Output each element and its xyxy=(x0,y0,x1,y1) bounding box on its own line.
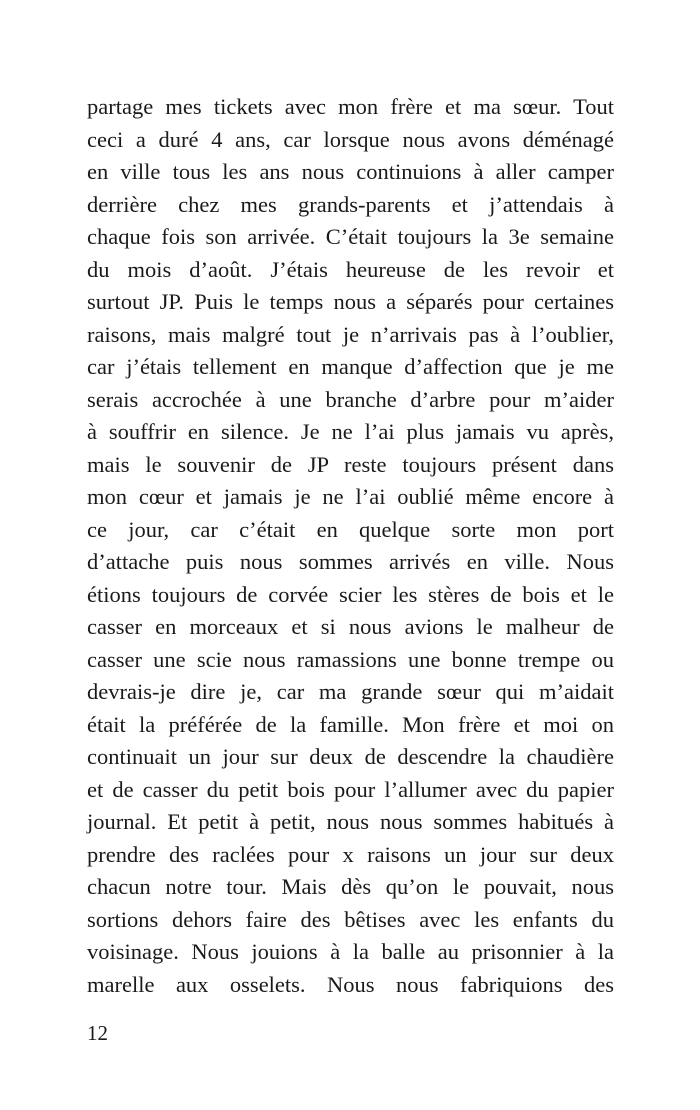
body-text xyxy=(87,91,614,1001)
text-line: surtout JP. Puis le temps nous a séparés pour certaines xyxy=(87,289,614,314)
page-number: 12 xyxy=(87,1021,108,1045)
text-line: journal. Et petit à petit, nous nous sommes habitués à xyxy=(87,809,614,834)
text-line: et de casser du petit bois pour l’allumer avec du papier xyxy=(87,776,614,802)
text-line: était la préférée de la famille. Mon frère et moi on xyxy=(87,711,614,737)
text-line: mais le souvenir de JP reste toujours présent dans xyxy=(87,451,614,477)
text-line: à souffrir en silence. Je ne l’ai plus jamais vu après, xyxy=(87,419,614,444)
text-line: casser une scie nous ramassions une bonne trempe ou xyxy=(87,646,614,672)
text-line: devrais-je dire je, car ma grande sœur qui m’aidait xyxy=(87,679,614,704)
text-line: voisinage. Nous jouions à la balle au prisonnier à la xyxy=(87,939,614,964)
text-line: chaque fois son arrivée. C’était toujours la 3e semaine xyxy=(87,224,614,249)
text-line: en ville tous les ans nous continuions à aller camper xyxy=(87,159,614,184)
text-line: du mois d’août. J’étais heureuse de les revoir et xyxy=(87,256,614,282)
text-line: partage mes tickets avec mon frère et ma sœur. Tout xyxy=(87,94,614,119)
text-line: ceci a duré 4 ans, car lorsque nous avons déménagé xyxy=(87,126,614,152)
text-line: casser en morceaux et si nous avions le malheur de xyxy=(87,614,614,639)
text-line: sortions dehors faire des bêtises avec les enfants du xyxy=(87,906,614,932)
text-line: derrière chez mes grands-parents et j’attendais à xyxy=(87,191,614,217)
text-line: mon cœur et jamais je ne l’ai oublié même encore à xyxy=(87,484,614,509)
text-line: car j’étais tellement en manque d’affection que je me xyxy=(87,354,614,379)
text-line: d’attache puis nous sommes arrivés en ville. Nous xyxy=(87,549,614,574)
text-line: ce jour, car c’était en quelque sorte mon port xyxy=(87,516,614,542)
text-line: étions toujours de corvée scier les stères de bois et le xyxy=(87,581,614,607)
text-line: marelle aux osselets. Nous nous fabriquions des xyxy=(87,971,614,997)
text-line: continuait un jour sur deux de descendre la chaudière xyxy=(87,744,614,769)
text-line: chacun notre tour. Mais dès qu’on le pouvait, nous xyxy=(87,874,614,899)
text-line: prendre des raclées pour x raisons un jour sur deux xyxy=(87,841,614,867)
text-line: raisons, mais malgré tout je n’arrivais pas à l’oublier, xyxy=(87,321,614,347)
text-line: serais accrochée à une branche d’arbre pour m’aider xyxy=(87,386,614,412)
